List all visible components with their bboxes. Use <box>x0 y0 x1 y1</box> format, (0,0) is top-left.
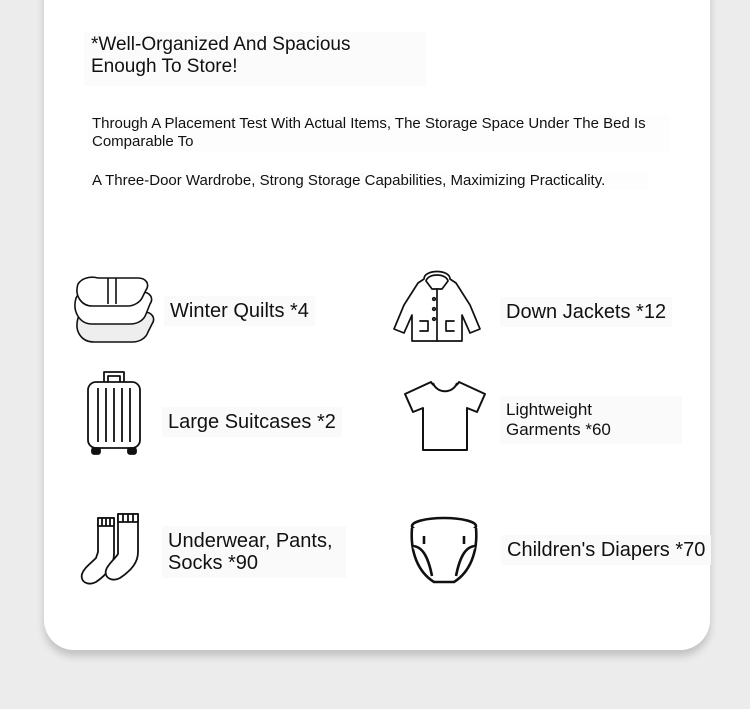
jacket-icon <box>392 265 482 343</box>
description-paragraph-1: Through A Placement Test With Actual Items, The Storage Space Under The Bed Is Comparable To <box>88 115 670 151</box>
item-label-underwear: Underwear, Pants, Socks *90 <box>162 526 346 578</box>
title-line-2: Enough To Store! <box>91 56 238 77</box>
socks-icon <box>78 512 144 586</box>
item-label-large-suitcases: Large Suitcases *2 <box>162 407 342 437</box>
diaper-icon <box>404 516 484 588</box>
item-label-down-jackets: Down Jackets *12 <box>500 297 672 327</box>
suitcase-icon <box>84 370 144 456</box>
item-label-lightweight-garments: Lightweight Garments *60 <box>500 396 682 444</box>
page-title <box>84 32 426 86</box>
description-paragraph-2: A Three-Door Wardrobe, Strong Storage Capabilities, Maximizing Practicality. <box>88 172 648 190</box>
item-label-winter-quilts: Winter Quilts *4 <box>164 296 315 326</box>
tshirt-icon <box>403 380 487 452</box>
item-label-childrens-diapers: Children's Diapers *70 <box>501 535 711 565</box>
quilt-icon <box>72 274 156 344</box>
title-line-1: *Well-Organized And Spacious <box>91 34 351 55</box>
